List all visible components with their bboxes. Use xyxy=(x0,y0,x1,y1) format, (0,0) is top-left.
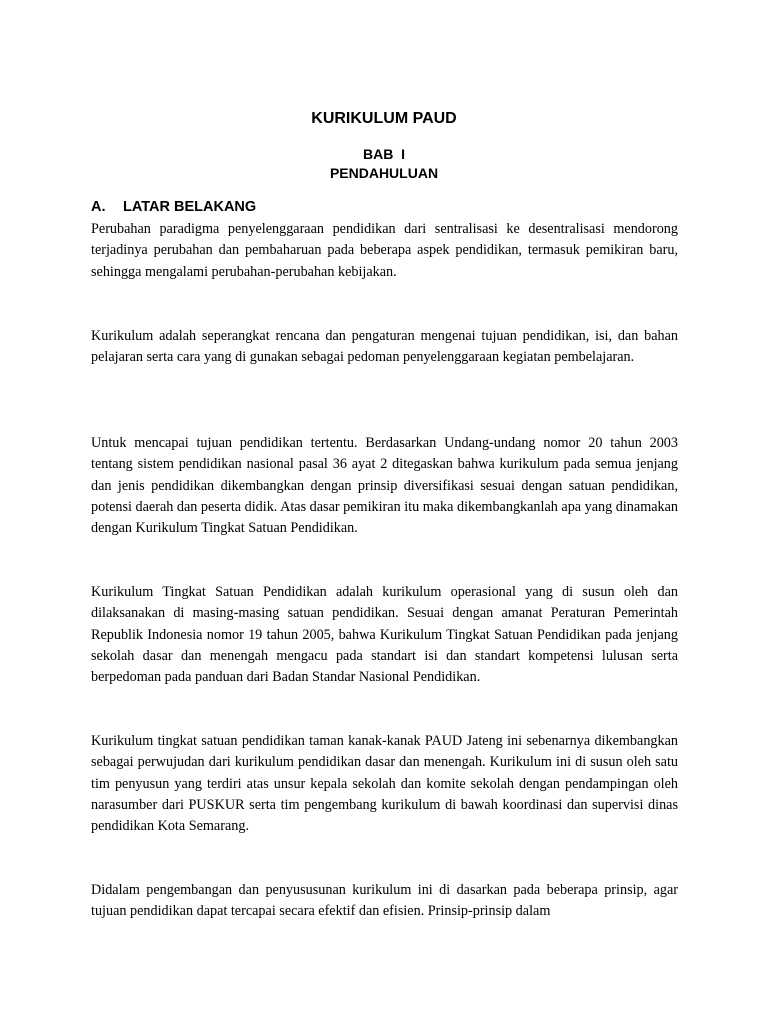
paragraph-6: Didalam pengembangan dan penyususunan kurikulum ini di dasarkan pada beberapa prinsip, agar tujuan pendidikan dapat tercapai secara efektif dan efisien. Prinsip-prinsip dalam xyxy=(91,882,678,920)
chapter-title: PENDAHULUAN xyxy=(329,165,439,181)
paragraph-1: Perubahan paradigma penyelenggaraan pendidikan dari sentralisasi ke desentralisasi mendorong terjadinya perubahan dan pembaharuan pada beberapa aspek pendidikan, termasuk pemikiran baru, sehingga mengalami perubahan-perubahan kebijakan. xyxy=(91,221,678,280)
section-number: A. xyxy=(91,199,106,215)
paragraph-2: Kurikulum adalah seperangkat rencana dan pengaturan mengenai tujuan pendidikan, isi, dan bahan pelajaran serta cara yang di gunakan sebagai pedoman penyelenggaraan kegiatan pembelajaran. xyxy=(91,328,678,366)
paragraph-3: Untuk mencapai tujuan pendidikan tertentu. Berdasarkan Undang-undang nomor 20 tahun 2003 tentang sistem pendidikan nasional pasal 36 ayat 2 ditegaskan bahwa kurikulum pada semua jenjang dan jenis pendidikan dikembangkan dengan prinsip diversifikasi sesuai dengan satuan pendidikan, potensi daerah dan peserta didik. Atas dasar pemikiran itu maka dikembangkanlah apa yang dinamakan dengan Kurikulum Tingkat Satuan Pendidikan. xyxy=(91,435,679,537)
chapter-heading: BAB I xyxy=(363,146,405,162)
document-title: KURIKULUM PAUD xyxy=(311,110,457,127)
section-heading xyxy=(91,197,256,217)
paragraph-5: Kurikulum tingkat satuan pendidikan taman kanak-kanak PAUD Jateng ini sebenarnya dikembangkan sebagai perwujudan dari kurikulum pendidikan dasar dan menengah. Kurikulum ini di susun oleh satu tim penyusun yang terdiri atas unsur kepala sekolah dan komite sekolah dengan pendampingan oleh narasumber dari PUSKUR serta tim pengembang kurikulum di bawah koordinasi dan supervisi dinas pendidikan Kota Semarang. xyxy=(91,733,678,835)
paragraph-4: Kurikulum Tingkat Satuan Pendidikan adalah kurikulum operasional yang di susun oleh dan dilaksanakan di masing-masing satuan pendidikan. Sesuai dengan amanat Peraturan Pemerintah Republik Indonesia nomor 19 tahun 2005, bahwa Kurikulum Tingkat Satuan Pendidikan pada jenjang sekolah dasar dan menengah mengacu pada standart isi dan standart kompetensi lulusan serta berpedoman pada panduan dari Badan Standar Nasional Pendidikan. xyxy=(91,584,678,686)
section-title: LATAR BELAKANG xyxy=(123,199,257,215)
